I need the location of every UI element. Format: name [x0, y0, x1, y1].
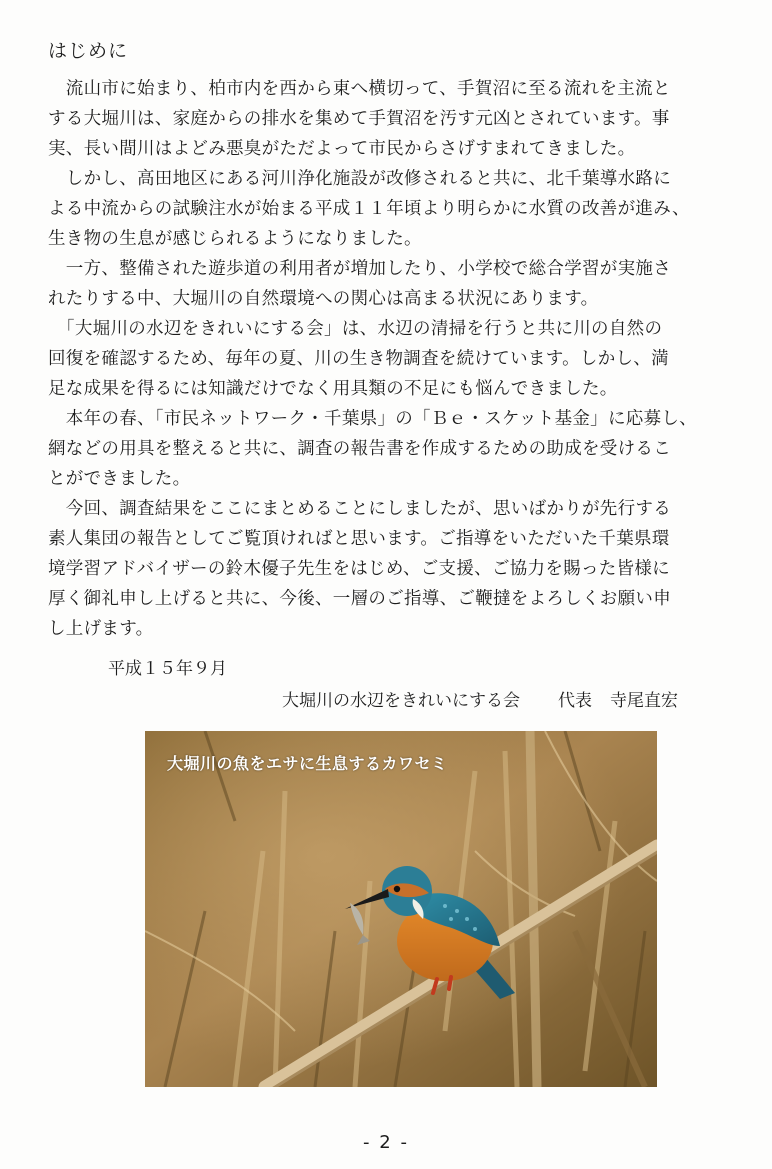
body-line: 素人集団の報告としてご覧頂ければと思います。ご指導をいただいた千葉県環 — [48, 529, 670, 549]
body-line: 今回、調査結果をここにまとめることにしましたが、思いばかりが先行する — [48, 499, 671, 519]
body-line: する大堀川は、家庭からの排水を集めて手賀沼を汚す元凶とされています。事 — [48, 109, 670, 129]
date: 平成１５年９月 — [108, 659, 227, 679]
representative-title: 代表 — [558, 691, 592, 711]
body-line: よる中流からの試験注水が始まる平成１１年頃より明らかに水質の改善が進み、 — [48, 199, 690, 219]
photo-caption: 大堀川の魚をエサに生息するカワセミ — [167, 754, 448, 773]
organization-name: 大堀川の水辺をきれいにする会 — [282, 691, 520, 711]
body-line: 本年の春、「市民ネットワーク・千葉県」の「Ｂｅ・スケット基金」に応募し、 — [48, 409, 697, 429]
body-text — [48, 74, 738, 644]
body-line: 厚く御礼申し上げると共に、今後、一層のご指導、ご鞭撻をよろしくお願い申 — [48, 589, 671, 609]
body-line: 流山市に始まり、柏市内を西から東へ横切って、手賀沼に至る流れを主流と — [48, 79, 671, 99]
body-line: とができました。 — [48, 469, 191, 489]
signature — [282, 686, 678, 711]
body-line: 回復を確認するため、毎年の夏、川の生き物調査を続けています。しかし、満 — [48, 349, 669, 369]
body-line: 一方、整備された遊歩道の利用者が増加したり、小学校で総合学習が実施さ — [48, 259, 671, 279]
body-line: 足な成果を得るには知識だけでなく用具類の不足にも悩んできました。 — [48, 379, 618, 399]
body-line: し上げます。 — [48, 619, 154, 639]
body-line: 「大堀川の水辺をきれいにする会」は、水辺の清掃を行うと共に川の自然の — [48, 319, 663, 339]
section-heading: はじめに — [48, 40, 129, 62]
representative-name: 寺尾直宏 — [610, 691, 678, 711]
body-line: 境学習アドバイザーの鈴木優子先生をはじめ、ご支援、ご協力を賜った皆様に — [48, 559, 670, 579]
kingfisher-photo — [145, 731, 657, 1087]
body-line: 網などの用具を整えると共に、調査の報告書を作成するための助成を受けるこ — [48, 439, 671, 459]
body-line: しかし、高田地区にある河川浄化施設が改修されると共に、北千葉導水路に — [48, 169, 671, 189]
page-number: - 2 - — [363, 1132, 409, 1153]
body-line: 生き物の生息が感じられるようになりました。 — [48, 229, 422, 249]
kingfisher-illustration — [145, 731, 657, 1087]
body-line: 実、長い間川はよどみ悪臭がただよって市民からさげすまれてきました。 — [48, 139, 636, 159]
body-line: れたりする中、大堀川の自然環境への関心は高まる状況にあります。 — [48, 289, 599, 309]
